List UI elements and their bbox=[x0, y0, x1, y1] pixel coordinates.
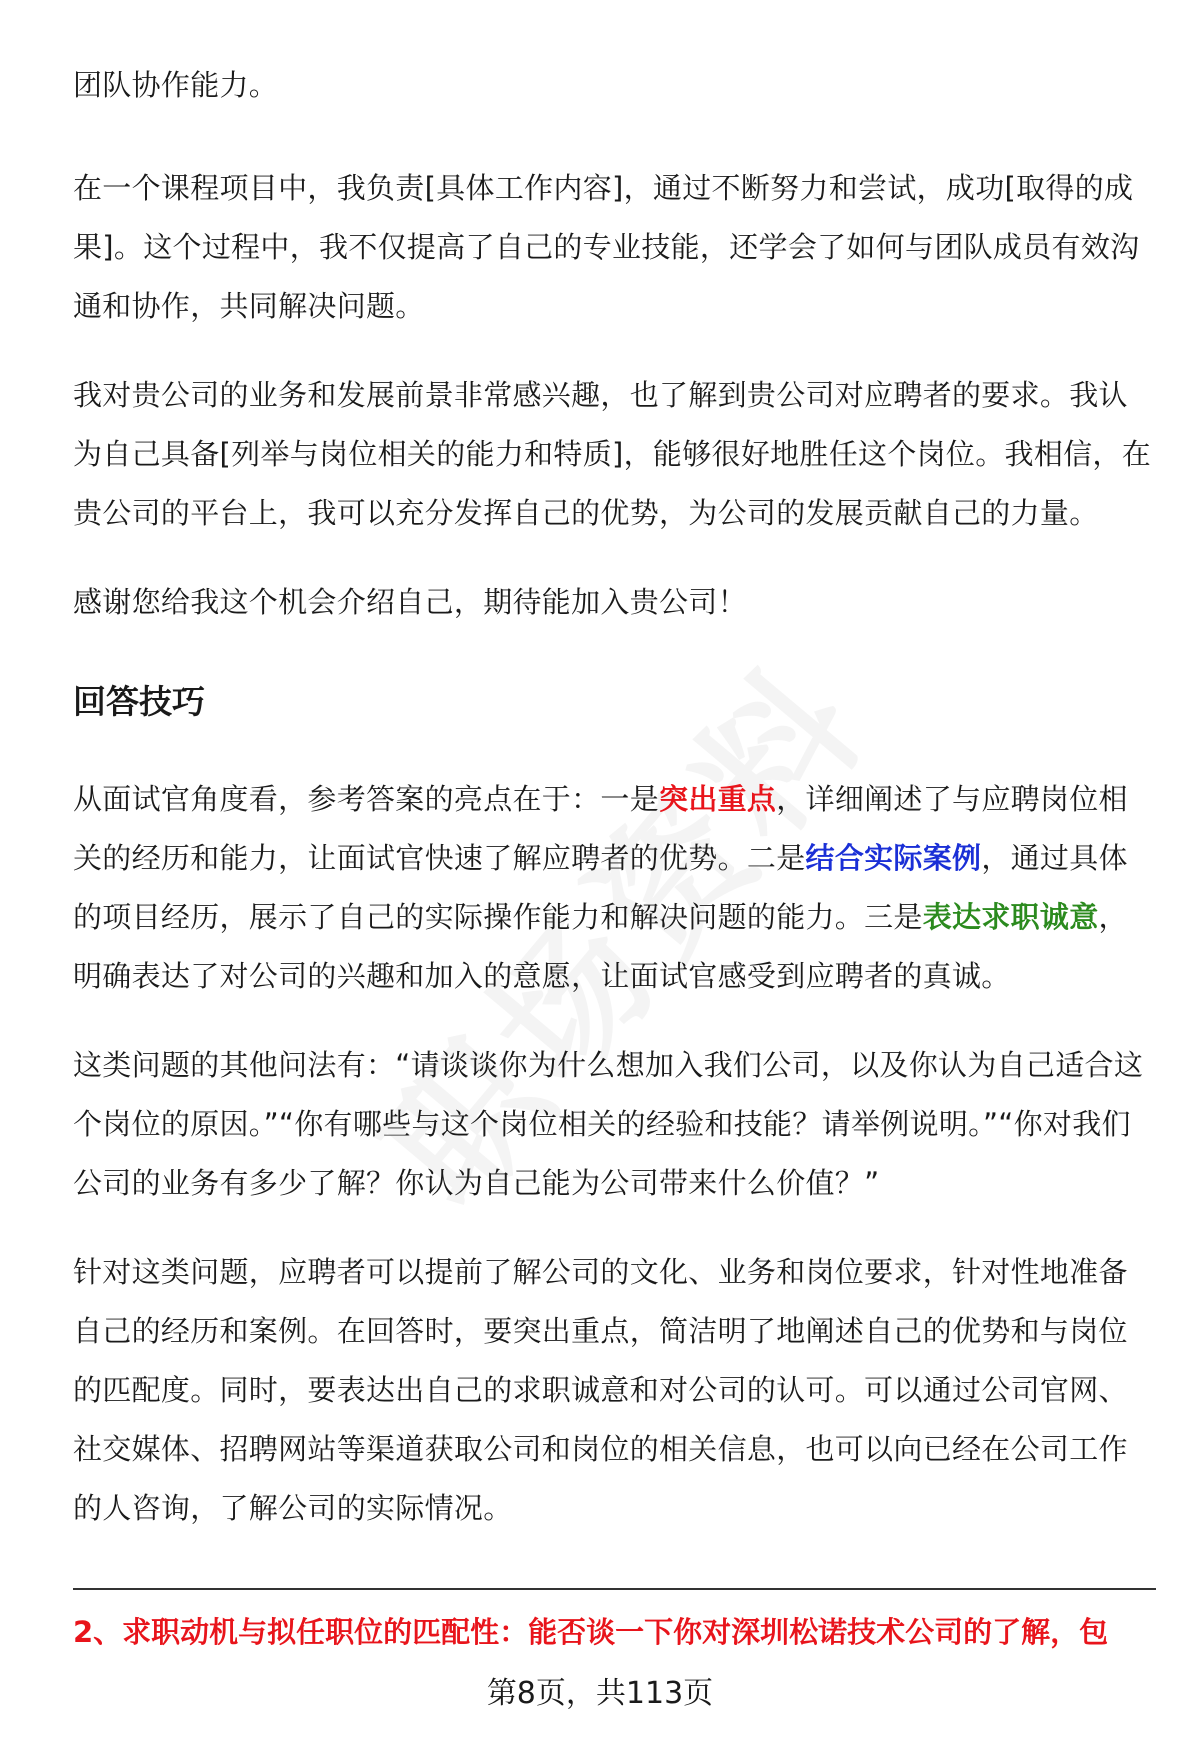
paragraph-alternative-questions: 这类问题的其他问法有：“请谈谈你为什么想加入我们公司，以及你认为自己适合这个岗位的原因。”“你有哪些与这个岗位相关的经验和技能？请举例说明。”“你对我们公司的业务有多少了解？你认为自己能为公司带来什么价值？” bbox=[73, 1048, 1144, 1200]
tips-text-3: ，通过具体的项目经历，展示了自己的实际操作能力和解决问题的能力。三是 bbox=[73, 841, 1128, 934]
paragraph-course-project: 在一个课程项目中，我负责[具体工作内容]，通过不断努力和尝试，成功[取得的成果]。这个过程中，我不仅提高了自己的专业技能，还学会了如何与团队成员有效沟通和协作，共同解决问题。 bbox=[73, 171, 1140, 323]
paragraph-tips-highlights bbox=[73, 770, 1153, 1006]
next-question-title: 2、求职动机与拟任职位的匹配性：能否谈一下你对深圳松诺技术公司的了解，包 bbox=[73, 1615, 1109, 1649]
paragraph-teamwork-end: 团队协作能力。 bbox=[73, 68, 279, 102]
paragraph-company-interest: 我对贵公司的业务和发展前景非常感兴趣，也了解到贵公司对应聘者的要求。我认为自己具备[列举与岗位相关的能力和特质]，能够很好地胜任这个岗位。我相信，在贵公司的平台上，我可以充分发挥自己的优势，为公司的发展贡献自己的力量。 bbox=[73, 378, 1152, 530]
tips-text-1: 从面试官角度看，参考答案的亮点在于：一是 bbox=[73, 782, 660, 816]
highlight-sincerity: 表达求职诚意 bbox=[922, 900, 1099, 934]
page-content bbox=[73, 56, 1153, 1568]
highlight-key-point: 突出重点 bbox=[659, 782, 777, 816]
paragraph-preparation-advice: 针对这类问题，应聘者可以提前了解公司的文化、业务和岗位要求，针对性地准备自己的经历和案例。在回答时，要突出重点，简洁明了地阐述自己的优势和与岗位的匹配度。同时，要表达出自己的求职诚意和对公司的认可。可以通过公司官网、社交媒体、招聘网站等渠道获取公司和岗位的相关信息，也可以向已经在公司工作的人咨询，了解公司的实际情况。 bbox=[73, 1255, 1128, 1525]
tips-text-2: ，详细阐述了与应聘岗位相关的经历和能力，让面试官快速了解应聘者的优势。二是 bbox=[73, 782, 1128, 875]
page-number-footer: 第8页，共113页 bbox=[486, 1676, 714, 1711]
tips-text-4: ，明确表达了对公司的兴趣和加入的意愿，让面试官感受到应聘者的真诚。 bbox=[73, 900, 1128, 993]
section-heading-answer-tips: 回答技巧 bbox=[73, 682, 205, 721]
paragraph-thanks: 感谢您给我这个机会介绍自己，期待能加入贵公司！ bbox=[73, 585, 747, 619]
section-divider bbox=[73, 1588, 1156, 1590]
highlight-real-case: 结合实际案例 bbox=[805, 841, 982, 875]
